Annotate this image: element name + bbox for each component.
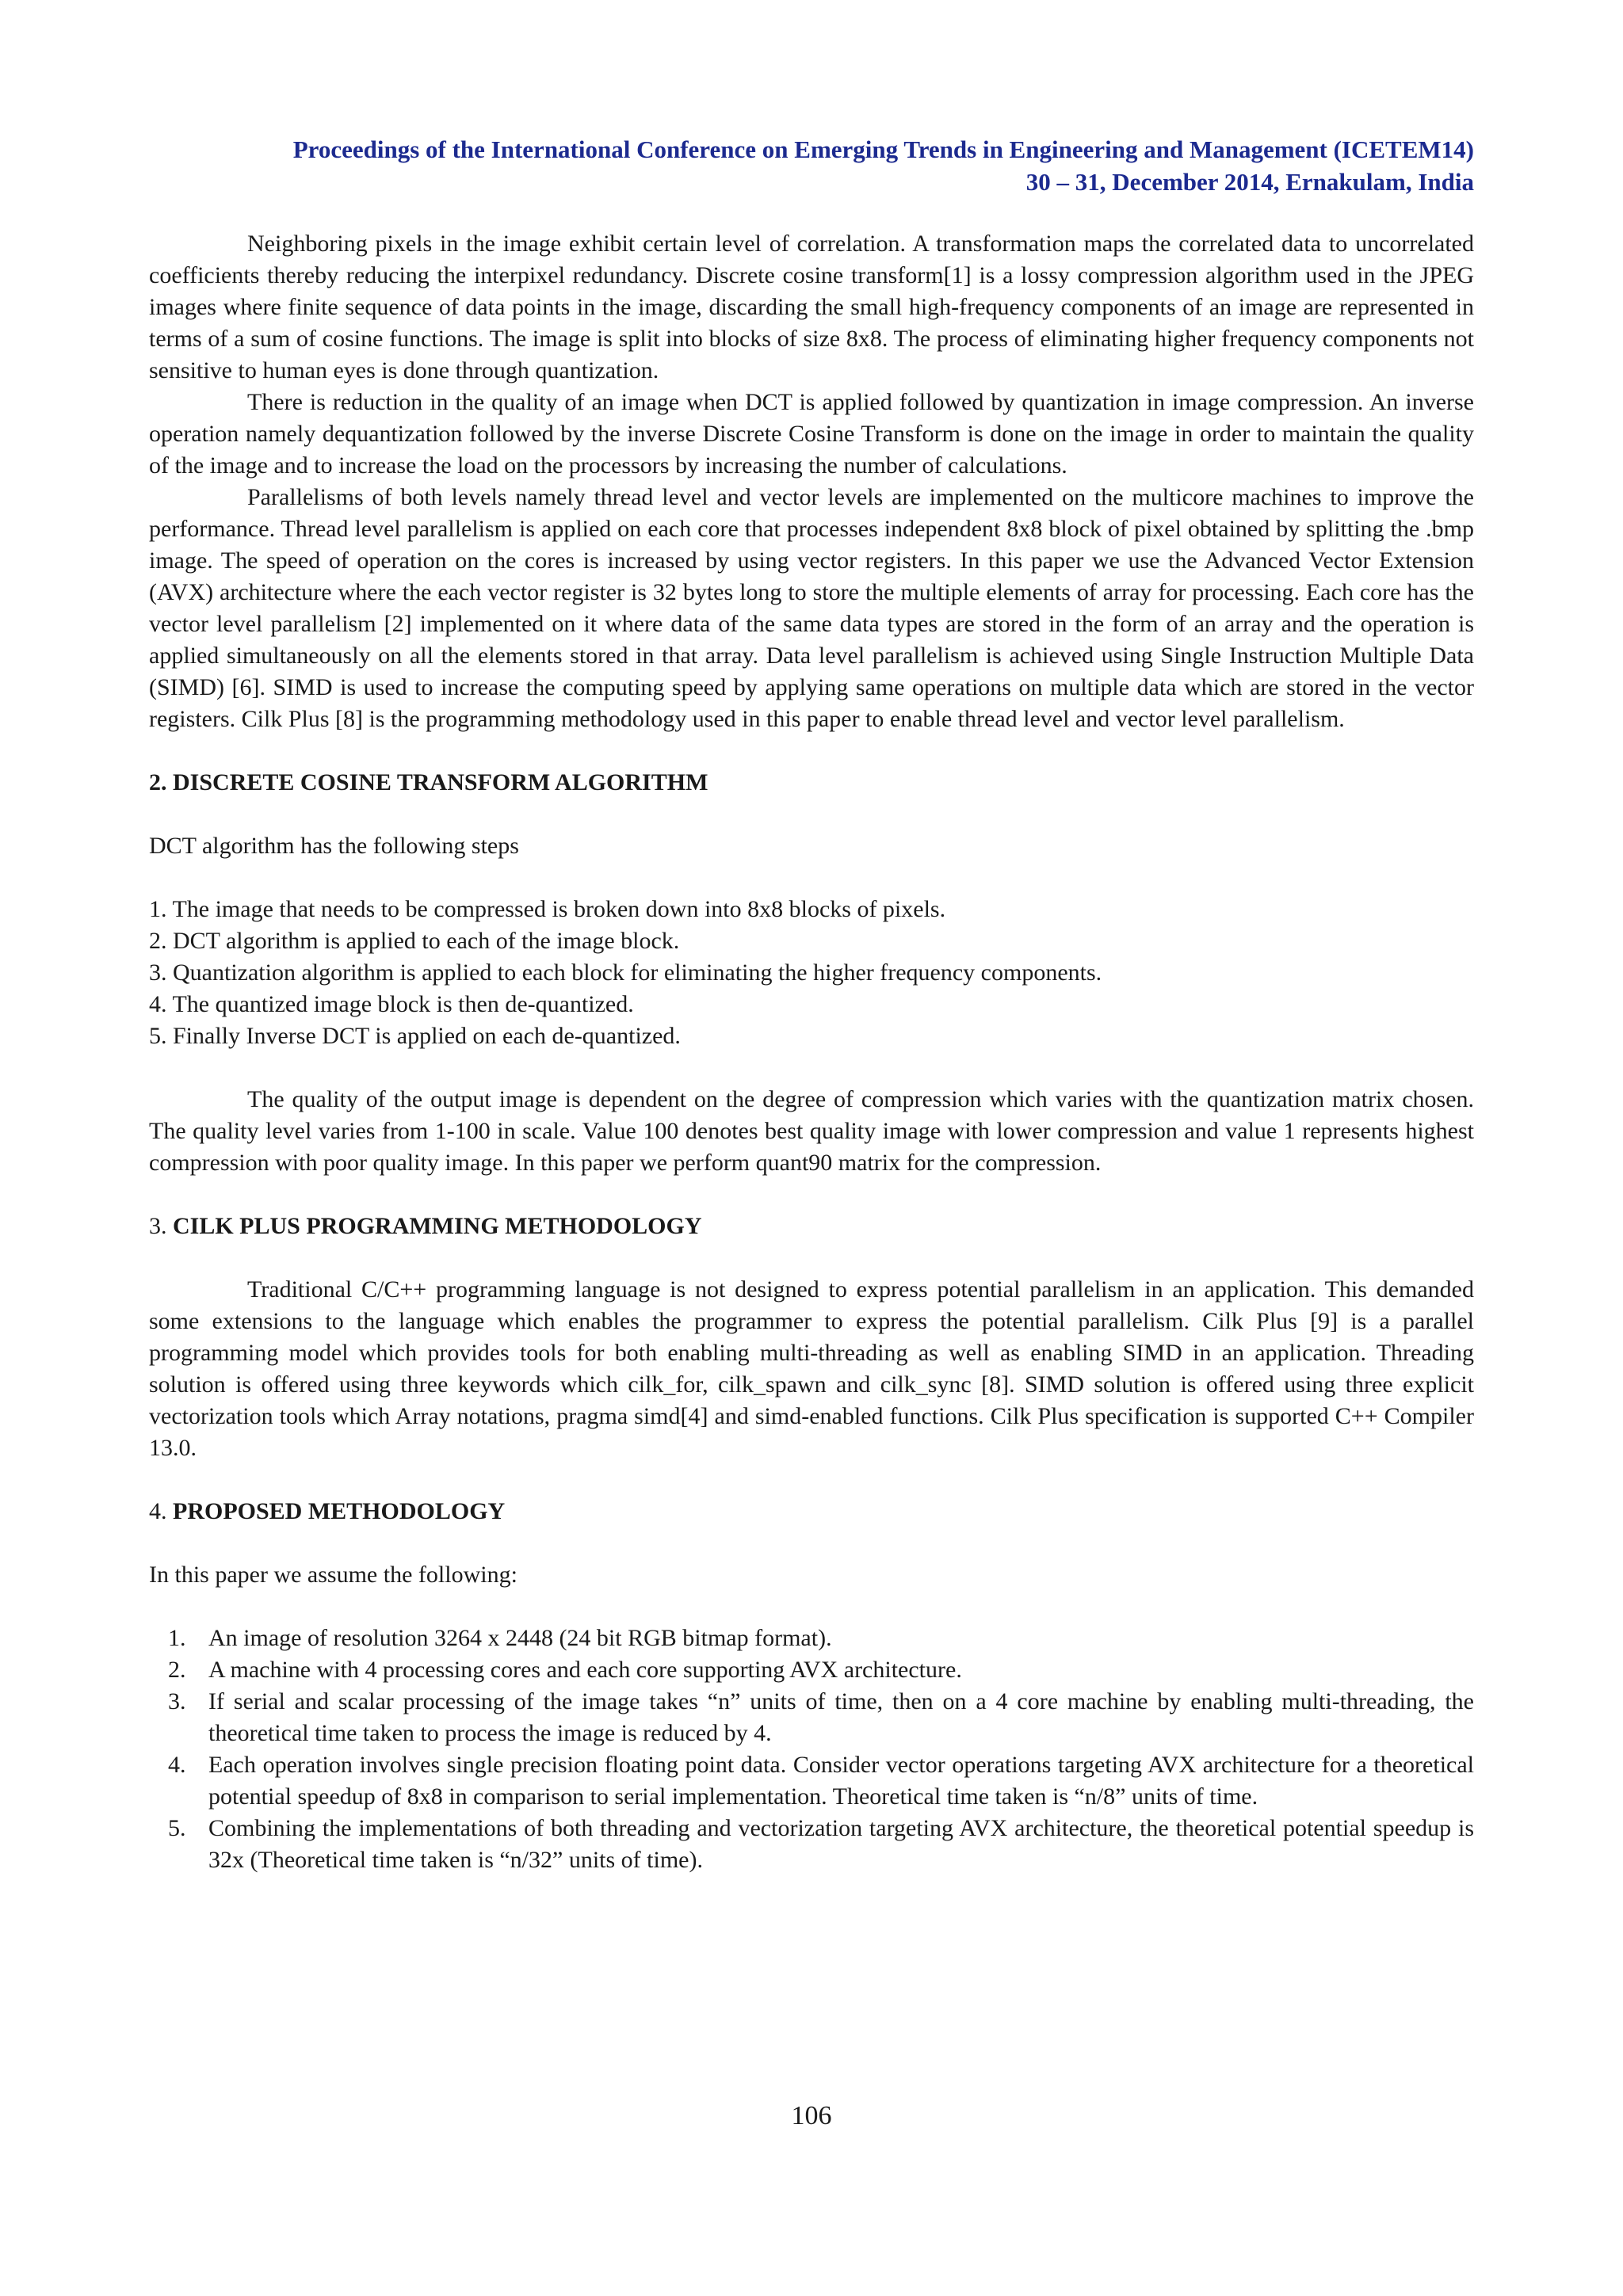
section-2-paragraph: The quality of the output image is dependent on the degree of compression which varies with the quantization matrix chosen. The quality level varies from 1-100 in scale. Value 100 denotes best quality image with lower compression and value 1 represents highest compression with poor quality image. In this paper we perform quant90 matrix for the compression.	[149, 1086, 1474, 1176]
list-item-text: If serial and scalar processing of the image takes “n” units of time, then on a 4 core machine by enabling multi-threading, the theoretical time taken to process the image is reduced by 4.	[208, 1688, 1474, 1746]
body-content	[149, 228, 1474, 1876]
assumptions-list	[149, 1623, 1474, 1876]
section-4-heading: 4. PROPOSED METHODOLOGY	[149, 1498, 506, 1524]
list-item-number: 3.	[168, 1688, 186, 1714]
section-3-heading: 3. CILK PLUS PROGRAMMING METHODOLOGY	[149, 1213, 702, 1239]
list-item-number: 4.	[168, 1752, 186, 1778]
section-4-lead: In this paper we assume the following:	[149, 1562, 517, 1588]
list-item: 2. DCT algorithm is applied to each of the image block.	[149, 928, 680, 954]
list-item: 4. The quantized image block is then de-quantized.	[149, 991, 634, 1017]
list-item	[149, 1686, 1474, 1749]
section-3-title: CILK PLUS PROGRAMMING METHODOLOGY	[173, 1213, 702, 1239]
list-item-text: An image of resolution 3264 x 2448 (24 bit RGB bitmap format).	[208, 1625, 832, 1651]
list-item-number: 1.	[168, 1625, 186, 1651]
intro-paragraph-1: Neighboring pixels in the image exhibit certain level of correlation. A transformation maps the correlated data to uncorrelated coefficients thereby reducing the interpixel redundancy. Discrete cosine transform[1] is a lossy compression algorithm used in the JPEG images where finite sequence of data points in the image, discarding the small high-frequency components of an image are represented in terms of a sum of cosine functions. The image is split into blocks of size 8x8. The process of eliminating higher frequency components not sensitive to human eyes is done through quantization.	[149, 231, 1474, 383]
list-item-text: Combining the implementations of both threading and vectorization targeting AVX architecture, the theoretical potential speedup is 32x (Theoretical time taken is “n/32” units of time).	[208, 1815, 1474, 1873]
list-item-text: A machine with 4 processing cores and each core supporting AVX architecture.	[208, 1657, 962, 1683]
section-3-number: 3	[149, 1213, 161, 1239]
section-4-title: PROPOSED METHODOLOGY	[173, 1498, 506, 1524]
page-number: 106	[791, 2101, 832, 2130]
section-3-paragraph: Traditional C/C++ programming language is not designed to express potential parallelism in an application. This demanded some extensions to the language which enables the programmer to express the potential parallelism. Cilk Plus [9] is a parallel programming model which provides tools for both enabling multi-threading as well as enabling SIMD in an application. Threading solution is offered using three keywords which cilk_for, cilk_spawn and cilk_sync [8]. SIMD solution is offered using three explicit vectorization tools which Array notations, pragma simd[4] and simd-enabled functions. Cilk Plus specification is supported C++ Compiler 13.0.	[149, 1276, 1474, 1461]
section-2-lead: DCT algorithm has the following steps	[149, 833, 519, 859]
section-4-number: 4	[149, 1498, 161, 1524]
list-item: 5. Finally Inverse DCT is applied on each de-quantized.	[149, 1023, 681, 1049]
header-conference: Proceedings of the International Conference on Emerging Trends in Engineering and Management (ICETEM14)	[292, 135, 1474, 163]
list-item-number: 2.	[168, 1657, 186, 1683]
list-item: 3. Quantization algorithm is applied to each block for eliminating the higher frequency components.	[149, 959, 1102, 986]
intro-paragraph-3: Parallelisms of both levels namely thread level and vector levels are implemented on the multicore machines to improve the performance. Thread level parallelism is applied on each core that processes independent 8x8 block of pixel obtained by splitting the .bmp image. The speed of operation on the cores is increased by using vector registers. In this paper we use the Advanced Vector Extension (AVX) architecture where the each vector register is 32 bytes long to store the multiple elements of array for processing. Each core has the vector level parallelism [2] implemented on it where data of the same data types are stored in the form of an array and the operation is applied simultaneously on all the elements stored in that array. Data level parallelism is achieved using Single Instruction Multiple Data (SIMD) [6]. SIMD is used to increase the computing speed by applying same operations on multiple data which are stored in the vector registers. Cilk Plus [8] is the programming methodology used in this paper to enable thread level and vector level parallelism.	[149, 484, 1474, 732]
header-date-location: 30 – 31, December 2014, Ernakulam, India	[1025, 168, 1474, 196]
list-item	[149, 1813, 1474, 1876]
list-item-number: 5.	[168, 1815, 186, 1841]
dct-steps-list	[149, 894, 1474, 1052]
intro-paragraph-2: There is reduction in the quality of an image when DCT is applied followed by quantization in image compression. An inverse operation namely dequantization followed by the inverse Discrete Cosine Transform is done on the image in order to maintain the quality of the image and to increase the load on the processors by increasing the number of calculations.	[149, 389, 1474, 479]
list-item	[149, 1654, 1474, 1686]
list-item	[149, 1749, 1474, 1813]
running-header	[149, 133, 1474, 198]
list-item	[149, 1623, 1474, 1654]
list-item-text: Each operation involves single precision floating point data. Consider vector operations targeting AVX architecture for a theoretical potential speedup of 8x8 in comparison to serial implementation. Theoretical time taken is “n/8” units of time.	[208, 1752, 1474, 1810]
list-item: 1. The image that needs to be compressed is broken down into 8x8 blocks of pixels.	[149, 896, 946, 922]
section-2-heading: 2. DISCRETE COSINE TRANSFORM ALGORITHM	[149, 769, 708, 795]
